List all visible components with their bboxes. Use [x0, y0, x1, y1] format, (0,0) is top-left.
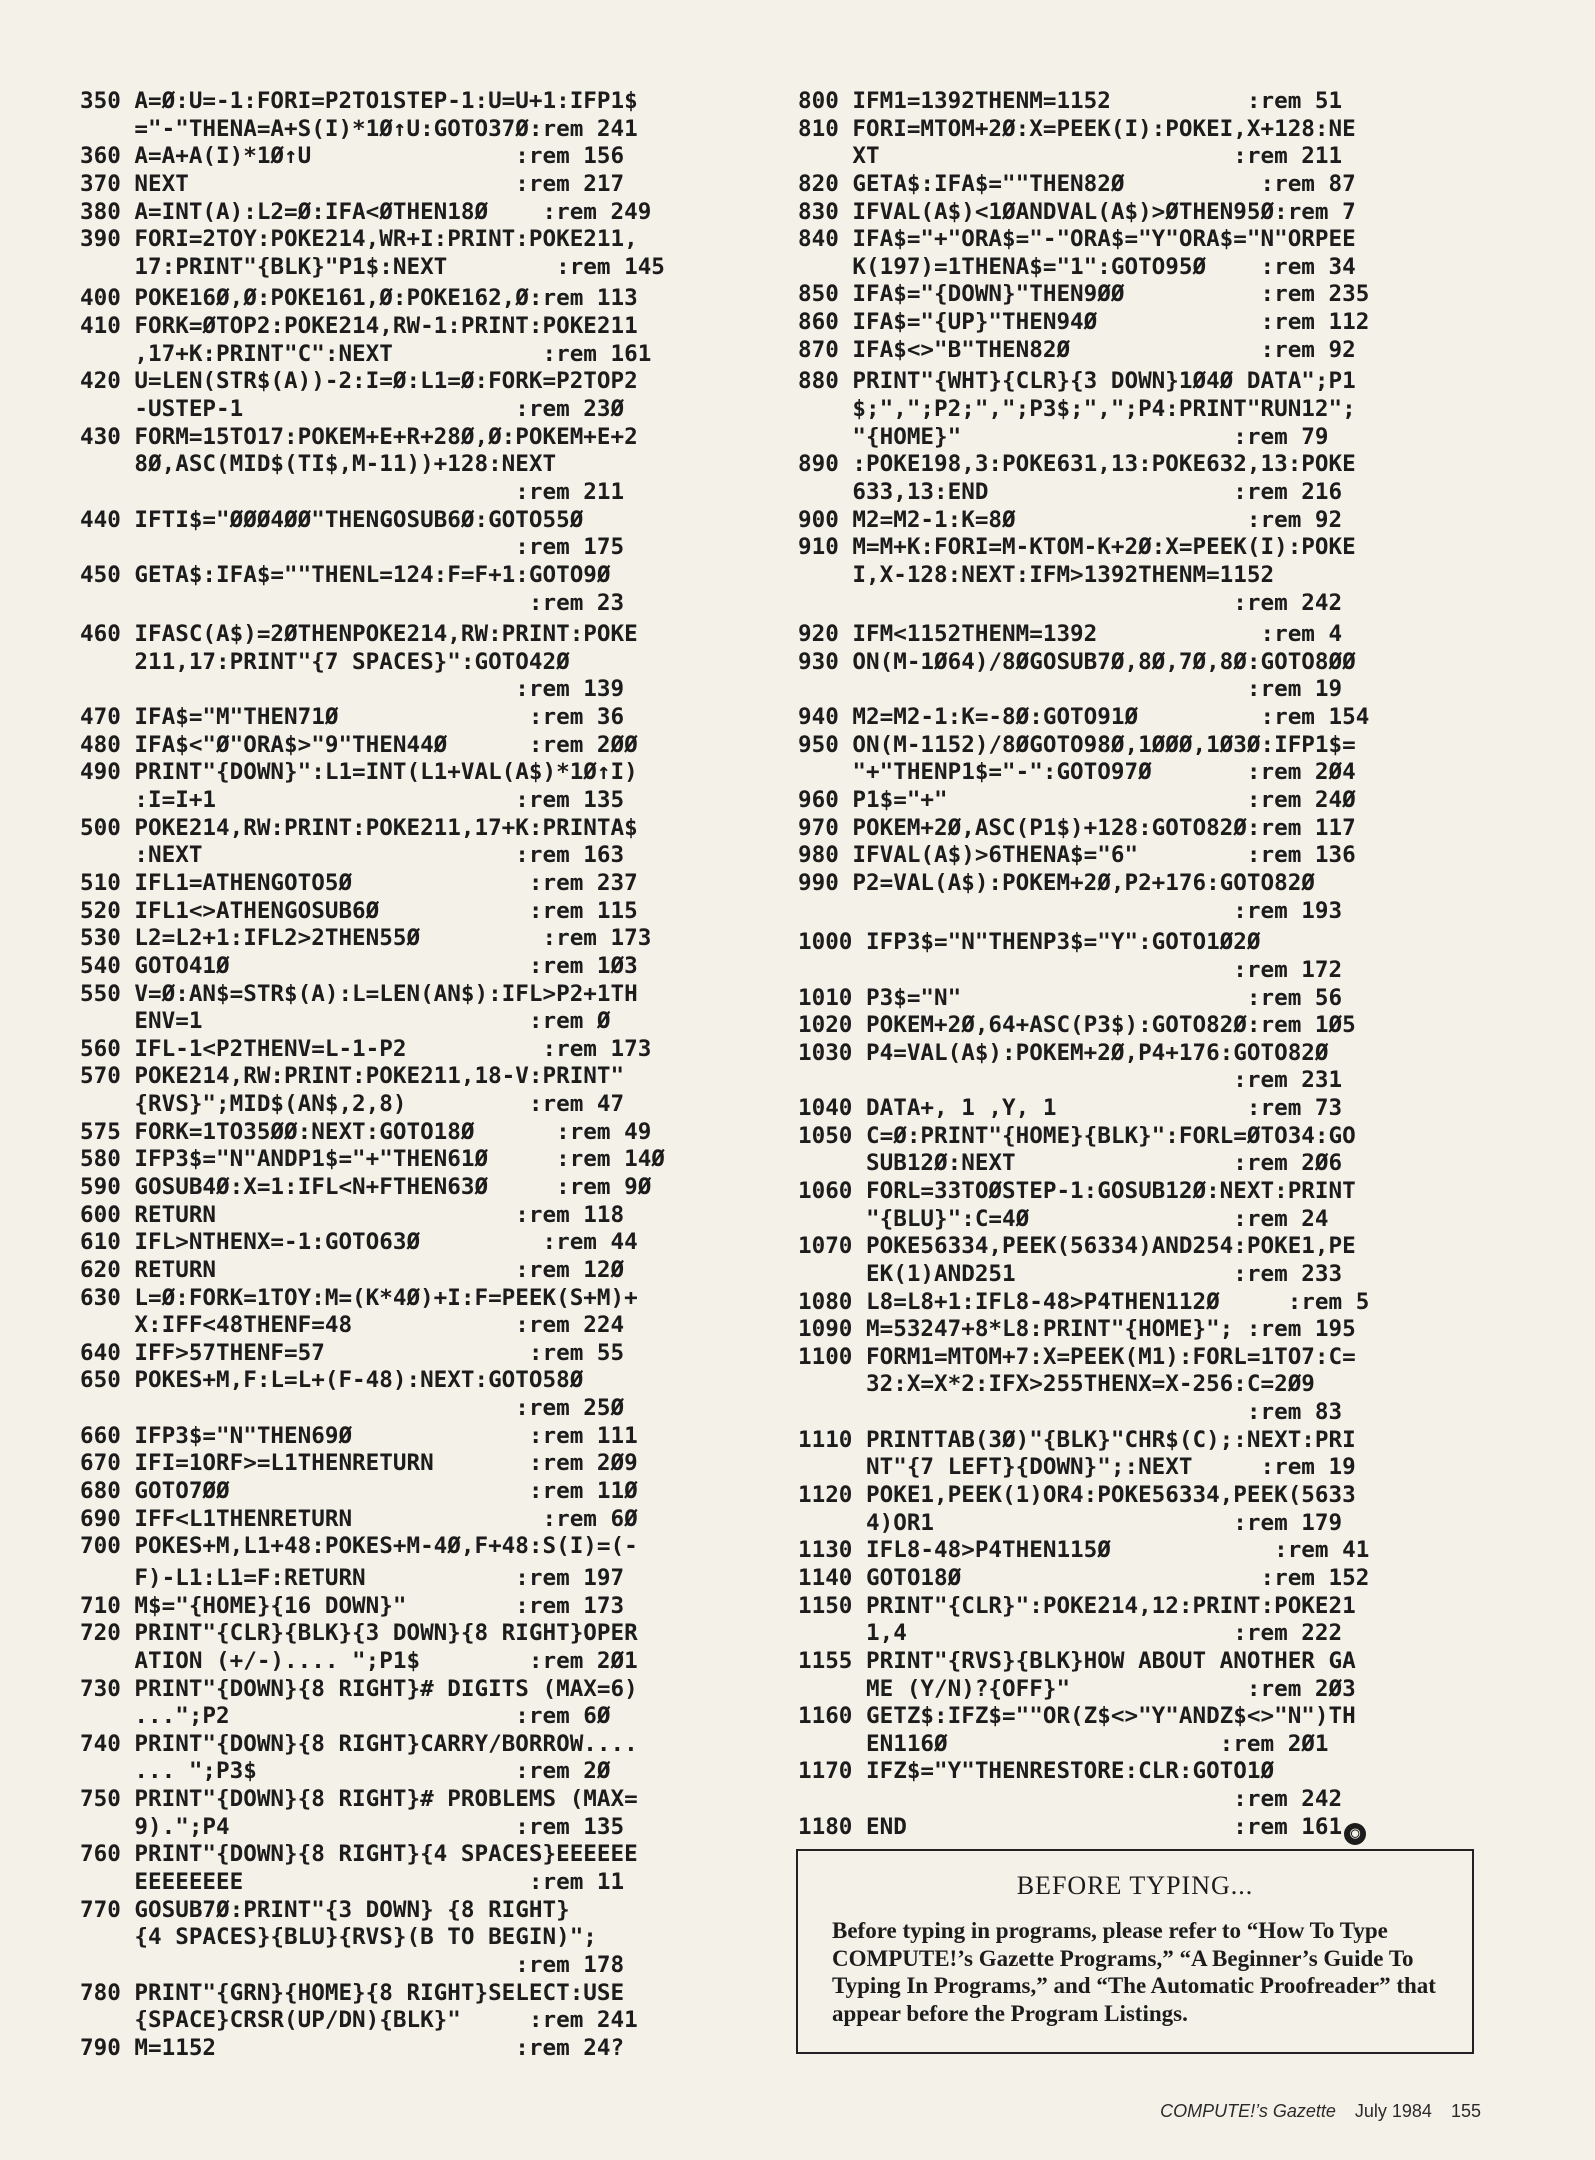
- listing-line: :rem 193: [798, 897, 1343, 924]
- listing-line: 790 M=1152 :rem 24?: [80, 2034, 625, 2061]
- listing-line: 430 FORM=15TO17:POKEM+E+R+28Ø,Ø:POKEM+E+2: [80, 423, 638, 450]
- listing-line: :I=I+1 :rem 135: [80, 787, 625, 814]
- listing-line: 950 ON(M-1152)/8ØGOTO98Ø,1ØØØ,1Ø3Ø:IFP1$=: [798, 731, 1356, 758]
- listing-line: 1080 L8=L8+1:IFL8-48>P4THEN112Ø :rem 5: [798, 1288, 1370, 1315]
- listing-line: 1050 C=Ø:PRINT"{HOME}{BLK}":FORL=ØTO34:GO: [798, 1122, 1356, 1149]
- listing-line: ENV=1 :rem Ø: [80, 1008, 611, 1035]
- listing-line: 780 PRINT"{GRN}{HOME}{8 RIGHT}SELECT:USE: [80, 1979, 625, 2006]
- listing-line: 900 M2=M2-1:K=8Ø :rem 92: [798, 506, 1343, 533]
- listing-line: {4 SPACES}{BLU}{RVS}(B TO BEGIN)";: [80, 1924, 597, 1951]
- listing-line: :rem 242: [798, 589, 1343, 616]
- listing-line: :rem 231: [798, 1067, 1343, 1094]
- listing-line: 1180 END :rem 161 ◉: [798, 1814, 1488, 1842]
- listing-line: 530 L2=L2+1:IFL2>2THEN55Ø :rem 173: [80, 925, 652, 952]
- listing-line: SUB12Ø:NEXT :rem 2Ø6: [798, 1150, 1343, 1177]
- listing-line: :rem 25Ø: [80, 1395, 625, 1422]
- listing-line: 770 GOSUB7Ø:PRINT"{3 DOWN} {8 RIGHT}: [80, 1896, 570, 1923]
- listing-line: 1155 PRINT"{RVS}{BLK}HOW ABOUT ANOTHER GA: [798, 1647, 1356, 1674]
- listing-line: 490 PRINT"{DOWN}":L1=INT(L1+VAL(A$)*1Ø↑I): [80, 759, 638, 786]
- listing-line: 1140 GOTO18Ø :rem 152: [798, 1564, 1370, 1591]
- listing-line: "{HOME}" :rem 79: [798, 423, 1329, 450]
- listing-line: 1,4 :rem 222: [798, 1620, 1343, 1647]
- listing-line: 570 POKE214,RW:PRINT:POKE211,18-V:PRINT": [80, 1063, 625, 1090]
- listing-line: ATION (+/-).... ";P1$ :rem 2Ø1: [80, 1647, 638, 1674]
- footer-date: July 1984: [1354, 2101, 1432, 2121]
- listing-line: XT :rem 211: [798, 143, 1343, 170]
- listing-line: 575 FORK=1TO35ØØ:NEXT:GOTO18Ø :rem 49: [80, 1118, 652, 1145]
- listing-line: 360 A=A+A(I)*1Ø↑U :rem 156: [80, 143, 625, 170]
- listing-line: 680 GOTO7ØØ :rem 11Ø: [80, 1478, 638, 1505]
- listing-line: 1070 POKE56334,PEEK(56334)AND254:POKE1,PE: [798, 1233, 1356, 1260]
- listing-line: 700 POKES+M,L1+48:POKES+M-4Ø,F+48:S(I)=(-: [80, 1533, 638, 1560]
- listing-line: 390 FORI=2TOY:POKE214,WR+I:PRINT:POKE211,: [80, 226, 638, 253]
- listing-line: 4)OR1 :rem 179: [798, 1509, 1343, 1536]
- listing-line: 1060 FORL=33TOØSTEP-1:GOSUB12Ø:NEXT:PRINT: [798, 1177, 1356, 1204]
- listing-line: 890 :POKE198,3:POKE631,13:POKE632,13:POKE: [798, 451, 1356, 478]
- listing-line: 920 IFM<1152THENM=1392 :rem 4: [798, 621, 1343, 648]
- listing-column-right: [798, 88, 1488, 1841]
- listing-line: 580 IFP3$="N"ANDP1$="+"THEN61Ø :rem 14Ø: [80, 1146, 665, 1173]
- listing-line: 560 IFL-1<P2THENV=L-1-P2 :rem 173: [80, 1035, 652, 1062]
- listing-line: "+"THENP1$="-":GOTO97Ø :rem 2Ø4: [798, 759, 1356, 786]
- listing-line: 750 PRINT"{DOWN}{8 RIGHT}# PROBLEMS (MAX=: [80, 1786, 638, 1813]
- listing-line: I,X-128:NEXT:IFM>1392THENM=1152: [798, 561, 1275, 588]
- listing-line: 970 POKEM+2Ø,ASC(P1$)+128:GOTO82Ø:rem 117: [798, 814, 1356, 841]
- listing-line: 32:X=X*2:IFX>255THENX=X-256:C=2Ø9: [798, 1371, 1315, 1398]
- listing-line: :rem 172: [798, 956, 1343, 983]
- listing-line: :rem 242: [798, 1786, 1343, 1813]
- listing-line: {RVS}";MID$(AN$,2,8) :rem 47: [80, 1091, 625, 1118]
- listing-line: 500 POKE214,RW:PRINT:POKE211,17+K:PRINTA$: [80, 814, 638, 841]
- listing-line: 860 IFA$="{UP}"THEN94Ø :rem 112: [798, 309, 1370, 336]
- listing-line: 1030 P4=VAL(A$):POKEM+2Ø,P4+176:GOTO82Ø: [798, 1039, 1329, 1066]
- listing-line: :rem 178: [80, 1951, 625, 1978]
- listing-line: -USTEP-1 :rem 23Ø: [80, 396, 625, 423]
- listing-line: "{BLU}":C=4Ø :rem 24: [798, 1205, 1329, 1232]
- listing-line: 440 IFTI$="ØØØ4ØØ"THENGOSUB6Ø:GOTO55Ø: [80, 506, 584, 533]
- listing-line: 840 IFA$="+"ORA$="-"ORA$="Y"ORA$="N"ORPEE: [798, 226, 1356, 253]
- listing-line: X:IFF<48THENF=48 :rem 224: [80, 1312, 625, 1339]
- listing-line: 1110 PRINTTAB(3Ø)"{BLK}"CHR$(C);:NEXT:PRI: [798, 1426, 1356, 1453]
- listing-line: 1040 DATA+, 1 ,Y, 1 :rem 73: [798, 1095, 1343, 1122]
- listing-line: 1010 P3$="N" :rem 56: [798, 984, 1343, 1011]
- listing-line: F)-L1:L1=F:RETURN :rem 197: [80, 1564, 625, 1591]
- listing-line: ME (Y/N)?{OFF}" :rem 2Ø3: [798, 1675, 1356, 1702]
- listing-line: ...";P2 :rem 6Ø: [80, 1703, 611, 1730]
- listing-line: EK(1)AND251 :rem 233: [798, 1260, 1343, 1287]
- listing-line: 760 PRINT"{DOWN}{8 RIGHT}{4 SPACES}EEEEEE: [80, 1841, 638, 1868]
- listing-line: 8Ø,ASC(MID$(TI$,M-11))+128:NEXT: [80, 451, 557, 478]
- listing-line: 1020 POKEM+2Ø,64+ASC(P3$):GOTO82Ø:rem 1Ø5: [798, 1012, 1356, 1039]
- footer-publication: COMPUTE!’s Gazette: [1160, 2101, 1336, 2121]
- listing-line: 910 M=M+K:FORI=M-KTOM-K+2Ø:X=PEEK(I):POKE: [798, 534, 1356, 561]
- listing-column-left: [80, 88, 770, 2062]
- listing-line: 870 IFA$<>"B"THEN82Ø :rem 92: [798, 336, 1356, 363]
- listing-line: 633,13:END :rem 216: [798, 478, 1343, 505]
- listing-line: 211,17:PRINT"{7 SPACES}":GOTO42Ø: [80, 648, 570, 675]
- listing-line: 450 GETA$:IFA$=""THENL=124:F=F+1:GOTO9Ø: [80, 561, 611, 588]
- listing-line: 1170 IFZ$="Y"THENRESTORE:CLR:GOTO1Ø: [798, 1758, 1275, 1785]
- listing-line: 400 POKE16Ø,Ø:POKE161,Ø:POKE162,Ø:rem 113: [80, 285, 638, 312]
- listing-line: :rem 175: [80, 534, 625, 561]
- listing-line: 670 IFI=1ORF>=L1THENRETURN :rem 2Ø9: [80, 1450, 638, 1477]
- listing-line: 1000 IFP3$="N"THENP3$="Y":GOTO1Ø2Ø: [798, 929, 1261, 956]
- listing-line: 830 IFVAL(A$)<1ØANDVAL(A$)>ØTHEN95Ø:rem 7: [798, 198, 1356, 225]
- listing-line: 590 GOSUB4Ø:X=1:IFL<N+FTHEN63Ø :rem 9Ø: [80, 1173, 652, 1200]
- listing-line: 610 IFL>NTHENX=-1:GOTO63Ø :rem 44: [80, 1229, 638, 1256]
- listing-line: $;",";P2;",";P3$;",";P4:PRINT"RUN12";: [798, 396, 1356, 423]
- listing-line: 550 V=Ø:AN$=STR$(A):L=LEN(AN$):IFL>P2+1TH: [80, 980, 638, 1007]
- listing-line: EEEEEEEE :rem 11: [80, 1869, 625, 1895]
- listing-line: {SPACE}CRSR(UP/DN){BLK}" :rem 241: [80, 2007, 638, 2034]
- listing-line: 660 IFP3$="N"THEN69Ø :rem 111: [80, 1422, 638, 1449]
- listing-line: 480 IFA$<"Ø"ORA$>"9"THEN44Ø :rem 2ØØ: [80, 731, 638, 758]
- listing-line: 940 M2=M2-1:K=-8Ø:GOTO91Ø :rem 154: [798, 704, 1370, 731]
- listing-line: 710 M$="{HOME}{16 DOWN}" :rem 173: [80, 1592, 625, 1619]
- listing-line: 980 IFVAL(A$)>6THENA$="6" :rem 136: [798, 842, 1356, 869]
- listing-line: 1090 M=53247+8*L8:PRINT"{HOME}"; :rem 195: [798, 1316, 1356, 1343]
- listing-line: :rem 83: [798, 1399, 1343, 1426]
- listing-line: 1130 IFL8-48>P4THEN115Ø :rem 41: [798, 1537, 1370, 1564]
- listing-line: 690 IFF<L1THENRETURN :rem 6Ø: [80, 1505, 638, 1532]
- listing-line: ,17+K:PRINT"C":NEXT :rem 161: [80, 340, 652, 367]
- listing-line: 800 IFM1=1392THENM=1152 :rem 51: [798, 88, 1343, 114]
- listing-line: :NEXT :rem 163: [80, 842, 625, 869]
- listing-line: 410 FORK=ØTOP2:POKE214,RW-1:PRINT:POKE211: [80, 313, 638, 340]
- listing-line: 540 GOTO41Ø :rem 1Ø3: [80, 952, 638, 979]
- listing-line: ="-"THENA=A+S(I)*1Ø↑U:GOTO37Ø:rem 241: [80, 115, 638, 142]
- listing-line: 720 PRINT"{CLR}{BLK}{3 DOWN}{8 RIGHT}OPER: [80, 1620, 638, 1647]
- listing-line: 640 IFF>57THENF=57 :rem 55: [80, 1339, 625, 1366]
- listing-line: 880 PRINT"{WHT}{CLR}{3 DOWN}1Ø4Ø DATA";P1: [798, 368, 1356, 395]
- listing-line: 370 NEXT :rem 217: [80, 170, 625, 197]
- listing-line: ... ";P3$ :rem 2Ø: [80, 1758, 611, 1785]
- listing-line: NT"{7 LEFT}{DOWN}";:NEXT :rem 19: [798, 1454, 1356, 1481]
- listing-line: 740 PRINT"{DOWN}{8 RIGHT}CARRY/BORROW....: [80, 1730, 638, 1757]
- listing-line: 520 IFL1<>ATHENGOSUB6Ø :rem 115: [80, 897, 638, 924]
- listing-line: 650 POKES+M,F:L=L+(F-48):NEXT:GOTO58Ø: [80, 1367, 584, 1394]
- listing-line: 930 ON(M-1Ø64)/8ØGOSUB7Ø,8Ø,7Ø,8Ø:GOTO8ØØ: [798, 648, 1356, 675]
- listing-line: :rem 211: [80, 478, 625, 505]
- listing-line: :rem 139: [80, 676, 625, 703]
- before-typing-box: [796, 1849, 1474, 2054]
- box-body: Before typing in programs, please refer to “How To Type COMPUTE!’s Gazette Programs,” “A Beginner’s Guide To Typing In Programs,” and “The Automatic Proofreader” that appear before the Program Listings.: [832, 1918, 1436, 2026]
- listing-line: 630 L=Ø:FORK=1TOY:M=(K*4Ø)+I:F=PEEK(S+M)+: [80, 1284, 638, 1311]
- listing-line: 9).";P4 :rem 135: [80, 1813, 625, 1840]
- listing-line: :rem 23: [80, 589, 625, 616]
- listing-line: :rem 19: [798, 676, 1343, 703]
- listing-line: 990 P2=VAL(A$):POKEM+2Ø,P2+176:GOTO82Ø: [798, 869, 1315, 896]
- page-footer: [1160, 2101, 1481, 2122]
- listing-line: 1100 FORM1=MTOM+7:X=PEEK(M1):FORL=1TO7:C=: [798, 1343, 1356, 1370]
- listing-line: 510 IFL1=ATHENGOTO5Ø :rem 237: [80, 869, 638, 896]
- footer-page-number: 155: [1450, 2101, 1481, 2121]
- listing-line: 420 U=LEN(STR$(A))-2:I=Ø:L1=Ø:FORK=P2TOP2: [80, 368, 638, 395]
- listing-line: 17:PRINT"{BLK}"P1$:NEXT :rem 145: [80, 253, 665, 280]
- box-title: BEFORE TYPING...: [1016, 1871, 1254, 1900]
- listing-line: EN116Ø :rem 2Ø1: [798, 1730, 1329, 1757]
- listing-line: 820 GETA$:IFA$=""THEN82Ø :rem 87: [798, 170, 1356, 197]
- listing-line: 350 A=Ø:U=-1:FORI=P2TO1STEP-1:U=U+1:IFP1$: [80, 88, 638, 114]
- listing-line: K(197)=1THENA$="1":GOTO95Ø :rem 34: [798, 253, 1356, 280]
- listing-line: 380 A=INT(A):L2=Ø:IFA<ØTHEN18Ø :rem 249: [80, 198, 652, 225]
- listing-line: 1150 PRINT"{CLR}":POKE214,12:PRINT:POKE21: [798, 1592, 1356, 1619]
- listing-line: 730 PRINT"{DOWN}{8 RIGHT}# DIGITS (MAX=6): [80, 1675, 638, 1702]
- listing-line: 600 RETURN :rem 118: [80, 1201, 625, 1228]
- listing-line: 810 FORI=MTOM+2Ø:X=PEEK(I):POKEI,X+128:NE: [798, 115, 1356, 142]
- listing-line: 620 RETURN :rem 12Ø: [80, 1256, 625, 1283]
- listing-line: 460 IFASC(A$)=2ØTHENPOKE214,RW:PRINT:POKE: [80, 621, 638, 648]
- listing-line: 470 IFA$="M"THEN71Ø :rem 36: [80, 704, 625, 731]
- listing-line: 850 IFA$="{DOWN}"THEN9ØØ :rem 235: [798, 281, 1370, 308]
- listing-line: 960 P1$="+" :rem 24Ø: [798, 787, 1356, 814]
- end-of-listing-icon: ◉: [1344, 1823, 1366, 1845]
- listing-line: 1160 GETZ$:IFZ$=""OR(Z$<>"Y"ANDZ$<>"N")TH: [798, 1703, 1356, 1730]
- listing-line: 1120 POKE1,PEEK(1)OR4:POKE56334,PEEK(5633: [798, 1482, 1356, 1509]
